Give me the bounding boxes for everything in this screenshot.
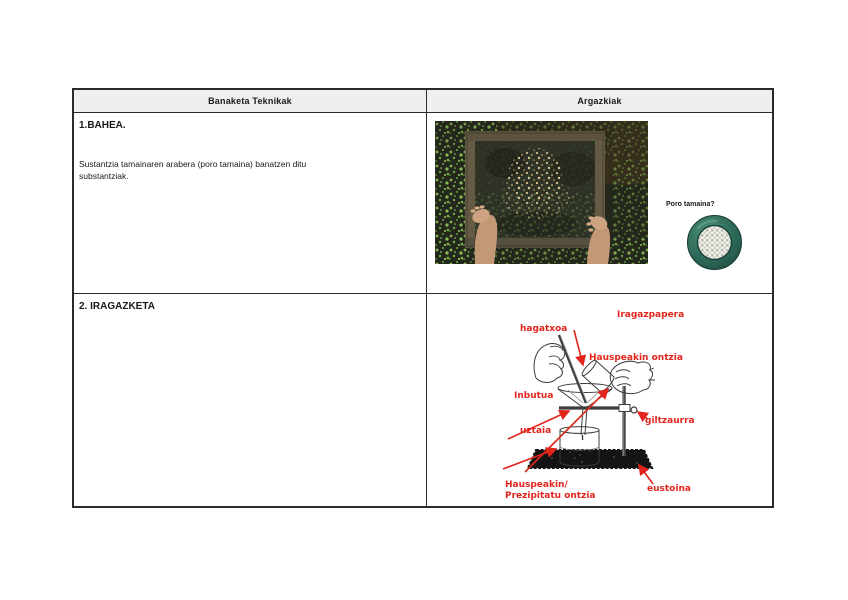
label-hagatxoa: hagatxoa (520, 324, 568, 334)
technique-description-bahea: Sustantzia tamainaren arabera (poro tamaina) banatzen ditu substantziak. (79, 159, 307, 181)
row-iragazketa-photo-cell (427, 294, 772, 506)
filtration-diagram-svg (502, 300, 792, 505)
label-hauspeakin-ontzia: Hauspeakin ontzia (589, 353, 683, 363)
pore-sieve-image (686, 214, 743, 271)
row-iragazketa-text-cell (74, 294, 427, 506)
table-header-photos (427, 90, 772, 113)
pore-sieve-svg (686, 214, 743, 271)
techniques-table (72, 88, 774, 508)
pouring-right-hand (610, 361, 655, 393)
technique-title-iragazketa: 2. IRAGAZKETA (79, 301, 155, 312)
pouring-left-hand (534, 343, 565, 382)
table-header-photos-label: Argazkiak (577, 96, 622, 106)
label-hauspeakin-line2: Prezipitatu ontzia (505, 491, 596, 501)
technique-title-bahea: 1.BAHEA. (79, 120, 126, 131)
label-uztaia: uztaia (520, 426, 552, 436)
pore-size-question-label: Poro tamaina? (666, 201, 715, 208)
label-giltzaurra: giltzaurra (645, 416, 695, 426)
ring-clamp (559, 405, 637, 414)
label-eustoina: eustoina (647, 484, 691, 494)
row-bahea-text-cell (74, 113, 427, 294)
stand-rod (623, 386, 624, 456)
filtration-diagram (502, 300, 792, 505)
table-header-techniques-label: Banaketa Teknikak (208, 96, 292, 106)
label-inbutua: Inbutua (514, 391, 554, 401)
sieve-photo-svg (435, 121, 648, 264)
table-header-techniques (74, 90, 427, 113)
sieve-photo (435, 121, 648, 264)
label-iragazpapera: Iragazpapera (617, 310, 685, 320)
row-bahea-photo-cell (427, 113, 772, 294)
label-hauspeakin-line1: Hauspeakin/ (505, 480, 568, 490)
